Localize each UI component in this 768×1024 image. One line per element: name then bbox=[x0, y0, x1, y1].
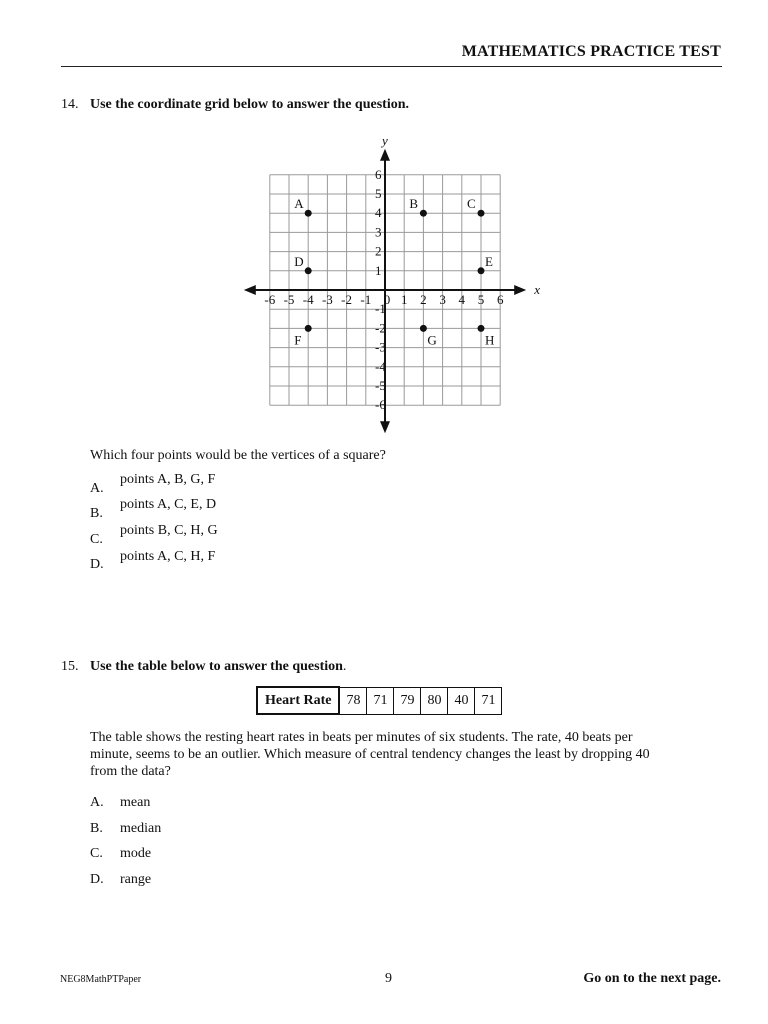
question-text-line: from the data? bbox=[90, 764, 171, 779]
question-text-line: minute, seems to be an outlier. Which measure of central tendency changes the least by dropping 40 bbox=[90, 747, 650, 762]
option-letter: D. bbox=[90, 557, 104, 572]
x-tick-label: 3 bbox=[439, 292, 446, 307]
x-tick-label: -6 bbox=[264, 292, 276, 307]
point-g-label: G bbox=[427, 332, 437, 348]
question-number: 15. bbox=[61, 659, 79, 674]
coordinate-grid bbox=[240, 130, 540, 435]
y-tick-label: -3 bbox=[375, 339, 386, 355]
axes bbox=[244, 133, 540, 433]
x-axis-arrow-left bbox=[244, 285, 256, 295]
point-e-marker bbox=[478, 267, 485, 274]
option-letter: C. bbox=[90, 846, 103, 861]
x-tick-label: 4 bbox=[458, 292, 466, 307]
point-c-label: C bbox=[467, 196, 476, 212]
plotted-points bbox=[294, 196, 494, 347]
point-a-marker bbox=[305, 210, 312, 217]
point-e-label: E bbox=[485, 253, 493, 269]
point-b-label: B bbox=[409, 196, 419, 212]
point-a-label: A bbox=[294, 196, 304, 212]
x-tick-label: -3 bbox=[321, 292, 333, 307]
y-tick-label: -2 bbox=[375, 320, 386, 336]
option-text: points A, C, H, F bbox=[120, 549, 216, 564]
y-axis-arrow-down bbox=[380, 421, 390, 433]
point-c-marker bbox=[478, 210, 485, 217]
x-axis-label: x bbox=[534, 282, 540, 297]
x-tick-label: 6 bbox=[496, 292, 504, 307]
y-tick-label: 5 bbox=[375, 186, 382, 201]
table-cell: 71 bbox=[475, 687, 502, 714]
point-f-marker bbox=[305, 325, 312, 332]
x-axis-arrow-right bbox=[514, 285, 526, 295]
question-prompt: Use the coordinate grid below to answer the question. bbox=[90, 97, 410, 112]
point-b-marker bbox=[420, 210, 427, 217]
option-text: range bbox=[120, 872, 152, 887]
question-text bbox=[90, 729, 650, 780]
table-cell: 79 bbox=[394, 687, 421, 714]
table-cell: 80 bbox=[421, 687, 448, 714]
y-tick-label: 4 bbox=[375, 205, 382, 221]
question-text: Which four points would be the vertices of a square? bbox=[90, 448, 386, 463]
option-letter: A. bbox=[90, 795, 104, 810]
x-tick-label: 2 bbox=[420, 292, 427, 307]
header-title: MATHEMATICS PRACTICE TEST bbox=[461, 43, 721, 60]
x-tick-label: 1 bbox=[400, 292, 408, 307]
point-h-marker bbox=[478, 325, 485, 332]
header-divider bbox=[61, 66, 722, 67]
x-tick-label: -1 bbox=[360, 292, 372, 307]
option-letter: A. bbox=[90, 481, 104, 496]
option-text: points A, B, G, F bbox=[120, 472, 216, 487]
option-letter: B. bbox=[90, 506, 103, 521]
page-number: 9 bbox=[385, 971, 392, 986]
y-tick-label: 2 bbox=[375, 243, 382, 259]
option-text: points B, C, H, G bbox=[120, 523, 218, 538]
table-cell: 40 bbox=[448, 687, 475, 714]
point-d-label: D bbox=[294, 253, 304, 269]
y-tick-label: -1 bbox=[375, 301, 386, 317]
y-axis-label: y bbox=[382, 132, 388, 148]
table-header-cell: Heart Rate bbox=[257, 687, 339, 714]
option-text: points A, C, E, D bbox=[120, 497, 217, 512]
option-letter: C. bbox=[90, 532, 103, 547]
y-axis-arrow-up bbox=[380, 149, 390, 161]
next-page-note: Go on to the next page. bbox=[583, 971, 721, 986]
table-cell: 78 bbox=[339, 687, 367, 714]
option-text: mode bbox=[120, 846, 152, 861]
y-tick-label: -6 bbox=[375, 397, 386, 413]
question-prompt bbox=[90, 659, 346, 675]
point-f-label: F bbox=[294, 332, 302, 348]
footer-code: NEG8MathPTPaper bbox=[60, 974, 142, 985]
table-row bbox=[257, 687, 502, 714]
y-tick-label: -5 bbox=[375, 378, 386, 393]
x-tick-label: 0 bbox=[383, 292, 391, 307]
x-tick-label: -2 bbox=[341, 292, 353, 307]
option-letter: D. bbox=[90, 872, 104, 887]
y-tick-label: 6 bbox=[375, 166, 382, 182]
point-g-marker bbox=[420, 325, 427, 332]
option-letter: B. bbox=[90, 821, 103, 836]
y-tick-label: -4 bbox=[375, 358, 386, 374]
question-number: 14. bbox=[61, 97, 79, 112]
point-d-marker bbox=[305, 267, 312, 274]
option-text: median bbox=[120, 821, 162, 836]
y-tick-label: 1 bbox=[375, 262, 382, 278]
x-tick-label: -4 bbox=[302, 292, 314, 307]
x-tick-label: 5 bbox=[477, 292, 485, 307]
table-cell: 71 bbox=[367, 687, 394, 714]
question-prompt-period: . bbox=[342, 659, 347, 674]
question-prompt-text: Use the table below to answer the question bbox=[90, 659, 343, 674]
point-h-label: H bbox=[485, 332, 495, 348]
heart-rate-table bbox=[256, 686, 502, 715]
option-text: mean bbox=[120, 795, 151, 810]
x-tick-label: -5 bbox=[283, 292, 295, 307]
question-text-line: The table shows the resting heart rates in beats per minutes of six students. The rate, 40 beats per bbox=[90, 730, 633, 745]
y-tick-label: 3 bbox=[375, 224, 382, 240]
